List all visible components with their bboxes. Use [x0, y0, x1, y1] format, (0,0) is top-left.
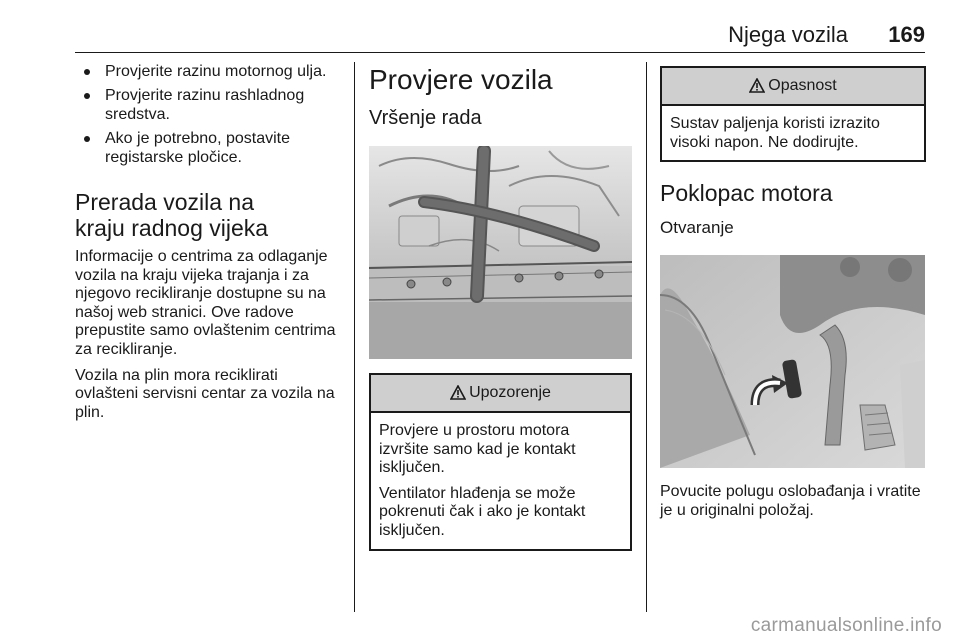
warning-header: [371, 375, 630, 413]
header-title: Njega vozila: [728, 22, 848, 47]
warning-box: [369, 373, 632, 551]
column-divider-2: [646, 62, 647, 612]
column-2: [369, 62, 632, 551]
bullet-icon: [84, 93, 90, 99]
caption: Povucite polugu oslobađanja i vratite je u originalni položaj.: [660, 483, 921, 519]
danger-header: [662, 68, 924, 106]
engine-bay-illustration: [369, 146, 632, 359]
section-title-bonnet: Poklopac motora: [660, 180, 833, 207]
warning-body: [371, 413, 630, 549]
section-title-recycling: Prerada vozila na kraju radnog vijeka: [75, 189, 269, 241]
list-item: Ako je potrebno, postavite registarske pločice.: [75, 129, 343, 167]
bonnet-release-illustration: [660, 255, 925, 468]
column-divider-1: [354, 62, 355, 612]
danger-label: Opasnost: [768, 77, 837, 94]
bullet-icon: [84, 136, 90, 142]
warning-label: Upozorenje: [469, 384, 551, 401]
warning-triangle-icon: [450, 385, 466, 400]
subsection-title: Otvaranje: [660, 218, 734, 238]
warning-text: Provjere u prostoru motora izvršite samo kad je kontakt isključen.: [379, 422, 576, 477]
subtitle: Vršenje rada: [369, 107, 482, 129]
paragraph: Informacije o centrima za odlaganje vozila na kraju vijeka trajanja i za njegovo recikliranje dostupne su na našoj web stranici. Ove radove prepustite samo ovlaštenim centrima za recikliranje.: [75, 248, 336, 358]
page-title: Provjere vozila: [369, 64, 553, 95]
warning-triangle-icon: [749, 78, 765, 93]
paragraph: Vozila na plin mora reciklirati ovlašteni servisni centar za vozila na plin.: [75, 366, 335, 421]
danger-body: [662, 106, 924, 160]
column-3: [660, 62, 926, 520]
checklist: [75, 62, 343, 167]
page-header: [75, 22, 925, 50]
column-1: [75, 62, 343, 422]
list-item: Provjerite razinu motornog ulja.: [75, 62, 343, 81]
watermark: carmanualsonline.info: [750, 615, 942, 636]
danger-text: Sustav paljenja koristi izrazito visoki napon. Ne dodirujte.: [670, 115, 880, 151]
page-number: 169: [888, 22, 925, 47]
list-item: Provjerite razinu rashladnog sredstva.: [75, 86, 343, 124]
danger-box: [660, 66, 926, 162]
header-rule: [75, 52, 925, 53]
bullet-icon: [84, 69, 90, 75]
warning-text: Ventilator hlađenja se može pokrenuti čak i ako je kontakt isključen.: [379, 484, 586, 539]
